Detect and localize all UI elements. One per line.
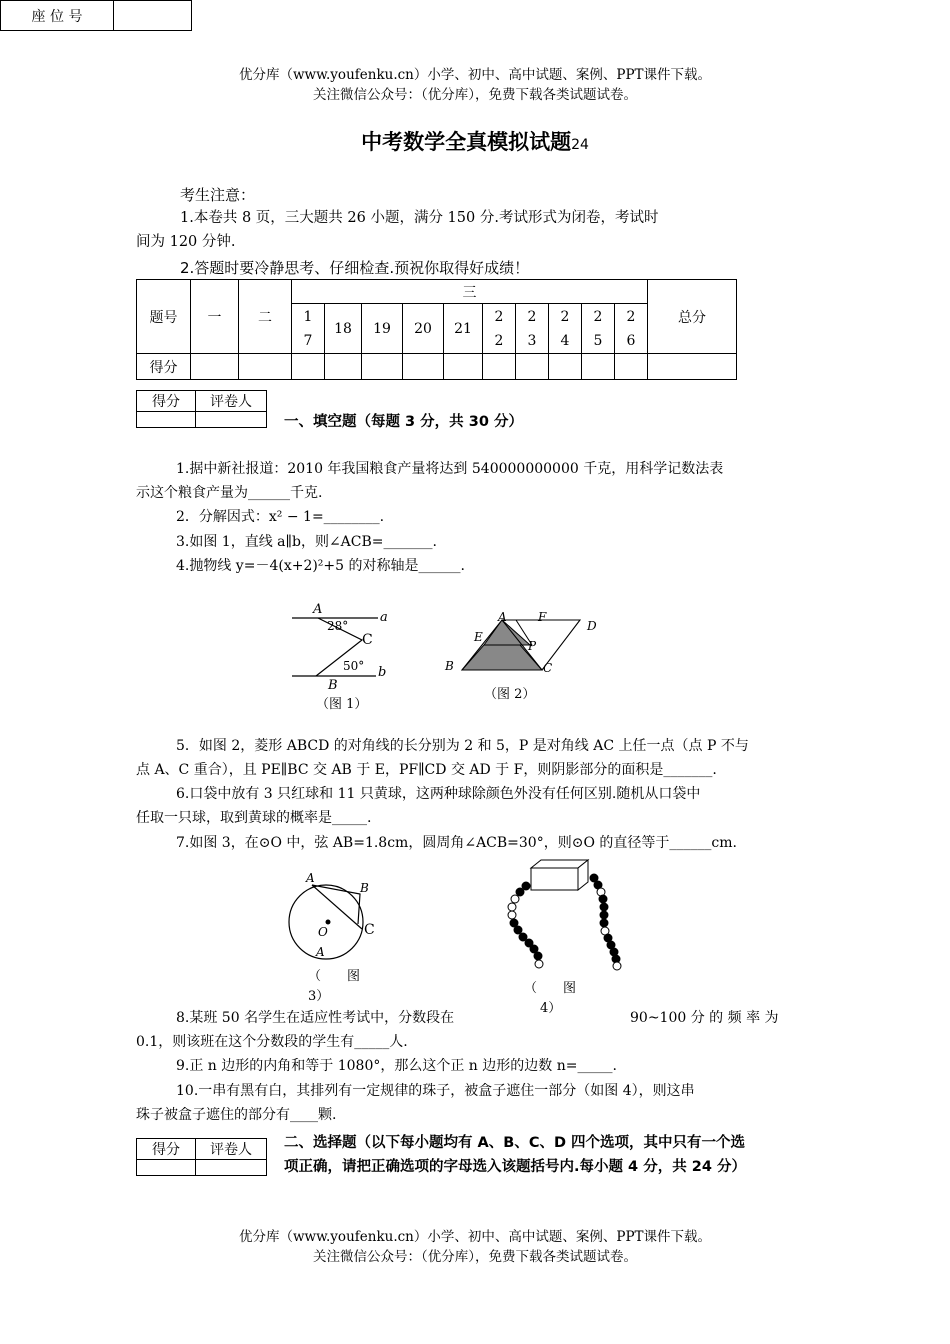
- seat-number-box: [0, 0, 192, 31]
- fig2-label-p: P: [528, 639, 537, 653]
- fig2-label-b: B: [445, 659, 454, 673]
- fig2-label-a: A: [498, 610, 507, 624]
- fig2-label-d: D: [587, 619, 597, 633]
- score-cell[interactable]: [191, 354, 239, 380]
- footer-line-2: 关注微信公众号：（优分库），免费下载各类试题试卷。: [313, 1249, 637, 1265]
- question-8-part-1: 8.某班 50 名学生在适应性考试中，分数段在: [176, 1010, 455, 1026]
- fig1-label-c: C: [362, 632, 373, 648]
- score-table-qnum-label: 题号: [137, 280, 191, 354]
- question-5-line-2: 点 A、C 重合），且 PE∥BC 交 AB 于 E，PF∥CD 交 AD 于 F，则阴影部分的面积是_______.: [136, 762, 717, 778]
- question-6-line-1: 6.口袋中放有 3 只红球和 11 只黄球，这两种球除颜色外没有任何区别.随机从口袋中: [176, 786, 701, 802]
- grader-box-1: [136, 390, 267, 428]
- black-bead: [600, 903, 608, 911]
- sub-label: 22: [494, 308, 504, 349]
- grader-grader-label: 评卷人: [196, 1139, 267, 1160]
- black-bead: [600, 911, 608, 919]
- question-5-line-1: 5．如图 2，菱形 ABCD 的对角线的长分别为 2 和 5，P 是对角线 AC 上任一点（点 P 不与: [176, 738, 749, 754]
- question-2: 2．分解因式：x² − 1=________.: [176, 509, 385, 525]
- score-cell[interactable]: [325, 354, 362, 380]
- figure-2-caption: （图 2）: [484, 687, 536, 702]
- notice-item-1-line-2: 间为 120 分钟.: [136, 234, 236, 250]
- figure-1-caption: （图 1）: [316, 697, 368, 712]
- header-line-2: 关注微信公众号：（优分库），免费下载各类试题试卷。: [313, 87, 637, 103]
- score-cell[interactable]: [292, 354, 325, 380]
- grader-box-2: [136, 1138, 267, 1176]
- notice-item-1-line-1: 1.本卷共 8 页，三大题共 26 小题，满分 150 分.考试形式为闭卷，考试时: [180, 210, 659, 226]
- score-table-sub-18: 18: [325, 304, 362, 354]
- grader-grader-cell[interactable]: [196, 1160, 267, 1176]
- sub-label: 17: [303, 308, 313, 349]
- score-cell[interactable]: [648, 354, 737, 380]
- footer-line-1: 优分库（www.youfenku.cn）小学、初中、高中试题、案例、PPT课件下载。: [238, 1229, 712, 1245]
- score-table-total: 总分: [648, 280, 737, 354]
- question-9: 9.正 n 边形的内角和等于 1080°，那么这个正 n 边形的边数 n=_____.: [176, 1058, 617, 1074]
- question-8-line-2: 0.1，则该班在这个分数段的学生有_____人.: [136, 1034, 408, 1050]
- fig1-label-a-point: A: [313, 602, 323, 617]
- black-bead: [516, 888, 524, 896]
- black-bead: [600, 919, 608, 927]
- black-bead: [534, 952, 542, 960]
- score-cell[interactable]: [362, 354, 403, 380]
- figure-3: [282, 866, 382, 966]
- fig3-label-a2: A: [316, 945, 325, 959]
- question-1-line-2: 示这个粮食产量为______千克.: [136, 485, 323, 501]
- question-7: 7.如图 3，在⊙O 中，弦 AB=1.8cm，圆周角∠ACB=30°，则⊙O 的直径等于______cm.: [176, 835, 737, 851]
- figure-4-caption-line-1: （ 图: [524, 981, 577, 996]
- fig2-label-f: F: [538, 610, 547, 624]
- fig3-label-b: B: [360, 881, 369, 895]
- black-bead: [599, 895, 607, 903]
- box-front: [531, 868, 578, 890]
- score-cell[interactable]: [483, 354, 516, 380]
- white-bead: [511, 895, 519, 903]
- title-number: 24: [571, 137, 589, 153]
- fig2-label-c: C: [543, 661, 553, 675]
- chord-ac: [312, 885, 362, 929]
- score-cell[interactable]: [615, 354, 648, 380]
- figure-3-caption-line-2: 3）: [308, 989, 330, 1004]
- score-table-sub-25: [582, 304, 615, 354]
- score-table-col-2: 二: [239, 280, 292, 354]
- score-table-sub-23: [516, 304, 549, 354]
- question-4: 4.抛物线 y=－4(x+2)²+5 的对称轴是______.: [176, 558, 465, 574]
- score-table-sub-19: 19: [362, 304, 403, 354]
- question-8-part-2: 90~100 分 的 频 率 为: [630, 1010, 779, 1026]
- notice-heading: 考生注意：: [180, 186, 256, 204]
- score-cell[interactable]: [549, 354, 582, 380]
- score-cell[interactable]: [582, 354, 615, 380]
- fig1-label-line-a: a: [380, 610, 388, 625]
- sub-label: 23: [527, 308, 537, 349]
- question-10-line-2: 珠子被盒子遮住的部分有____颗.: [136, 1107, 337, 1123]
- header-line-1: 优分库（www.youfenku.cn）小学、初中、高中试题、案例、PPT课件下载。: [238, 67, 712, 83]
- grader-grader-label: 评卷人: [196, 391, 267, 412]
- center-o-dot: [326, 920, 331, 925]
- sub-label: 26: [626, 308, 636, 349]
- fig2-label-e: E: [474, 630, 483, 644]
- fig3-label-c: C: [364, 922, 375, 938]
- notice-item-2: 2.答题时要冷静思考、仔细检查.预祝你取得好成绩！: [180, 259, 530, 277]
- score-cell[interactable]: [403, 354, 444, 380]
- white-bead: [508, 911, 516, 919]
- white-bead: [508, 903, 516, 911]
- black-bead: [522, 882, 530, 890]
- black-bead: [519, 933, 527, 941]
- white-bead: [613, 962, 621, 970]
- section-1-heading: 一、填空题（每题 3 分，共 30 分）: [284, 414, 523, 430]
- figure-3-caption-line-1: （ 图: [308, 969, 361, 984]
- score-table-sub-17: [292, 304, 325, 354]
- score-table-sub-26: [615, 304, 648, 354]
- figure-2: [440, 610, 610, 678]
- sub-label: 25: [593, 308, 603, 349]
- score-cell[interactable]: [444, 354, 483, 380]
- figure-1: [280, 598, 400, 690]
- seat-value[interactable]: [114, 1, 192, 31]
- seat-label: 座 位 号: [1, 1, 114, 31]
- question-3: 3.如图 1，直线 a∥b，则∠ACB=_______.: [176, 534, 437, 550]
- section-2-heading-line-1: 二、选择题（以下每小题均有 A、B、C、D 四个选项，其中只有一个选: [284, 1135, 746, 1151]
- question-6-line-2: 任取一只球，取到黄球的概率是_____.: [136, 810, 372, 826]
- grader-score-cell[interactable]: [137, 1160, 196, 1176]
- grader-score-cell[interactable]: [137, 412, 196, 428]
- score-table-sub-20: 20: [403, 304, 444, 354]
- score-table-col-3: 三: [292, 280, 648, 304]
- section-2-heading-line-2: 项正确，请把正确选项的字母选入该题括号内.每小题 4 分，共 24 分）: [284, 1159, 746, 1175]
- score-table: [136, 279, 737, 380]
- score-table-sub-22: [483, 304, 516, 354]
- question-10-line-1: 10.一串有黑有白，其排列有一定规律的珠子，被盒子遮住一部分（如图 4），则这串: [176, 1083, 695, 1099]
- black-bead: [514, 926, 522, 934]
- fig1-label-b-point: B: [328, 678, 338, 690]
- grader-grader-cell[interactable]: [196, 412, 267, 428]
- score-table-col-1: 一: [191, 280, 239, 354]
- fig1-label-line-b: b: [378, 665, 387, 680]
- white-bead: [535, 960, 543, 968]
- score-cell[interactable]: [239, 354, 292, 380]
- figure-4: [498, 856, 638, 974]
- score-table-sub-24: [549, 304, 582, 354]
- question-1-line-1: 1.据中新社报道：2010 年我国粮食产量将达到 540000000000 千克，用科学记数法表: [176, 461, 724, 477]
- fig1-angle-50: 50°: [343, 659, 365, 673]
- grader-score-label: 得分: [137, 391, 196, 412]
- page-title: [0, 126, 950, 156]
- fig3-label-a: A: [306, 871, 315, 885]
- score-table-score-label: 得分: [137, 354, 191, 380]
- score-cell[interactable]: [516, 354, 549, 380]
- grader-score-label: 得分: [137, 1139, 196, 1160]
- title-main: 中考数学全真模拟试题: [361, 130, 572, 154]
- score-table-sub-21: 21: [444, 304, 483, 354]
- fig3-label-o: O: [318, 925, 328, 939]
- fig1-angle-28: 28°: [327, 619, 349, 633]
- sub-label: 24: [560, 308, 570, 349]
- figure-4-caption-line-2: 4）: [540, 1001, 562, 1016]
